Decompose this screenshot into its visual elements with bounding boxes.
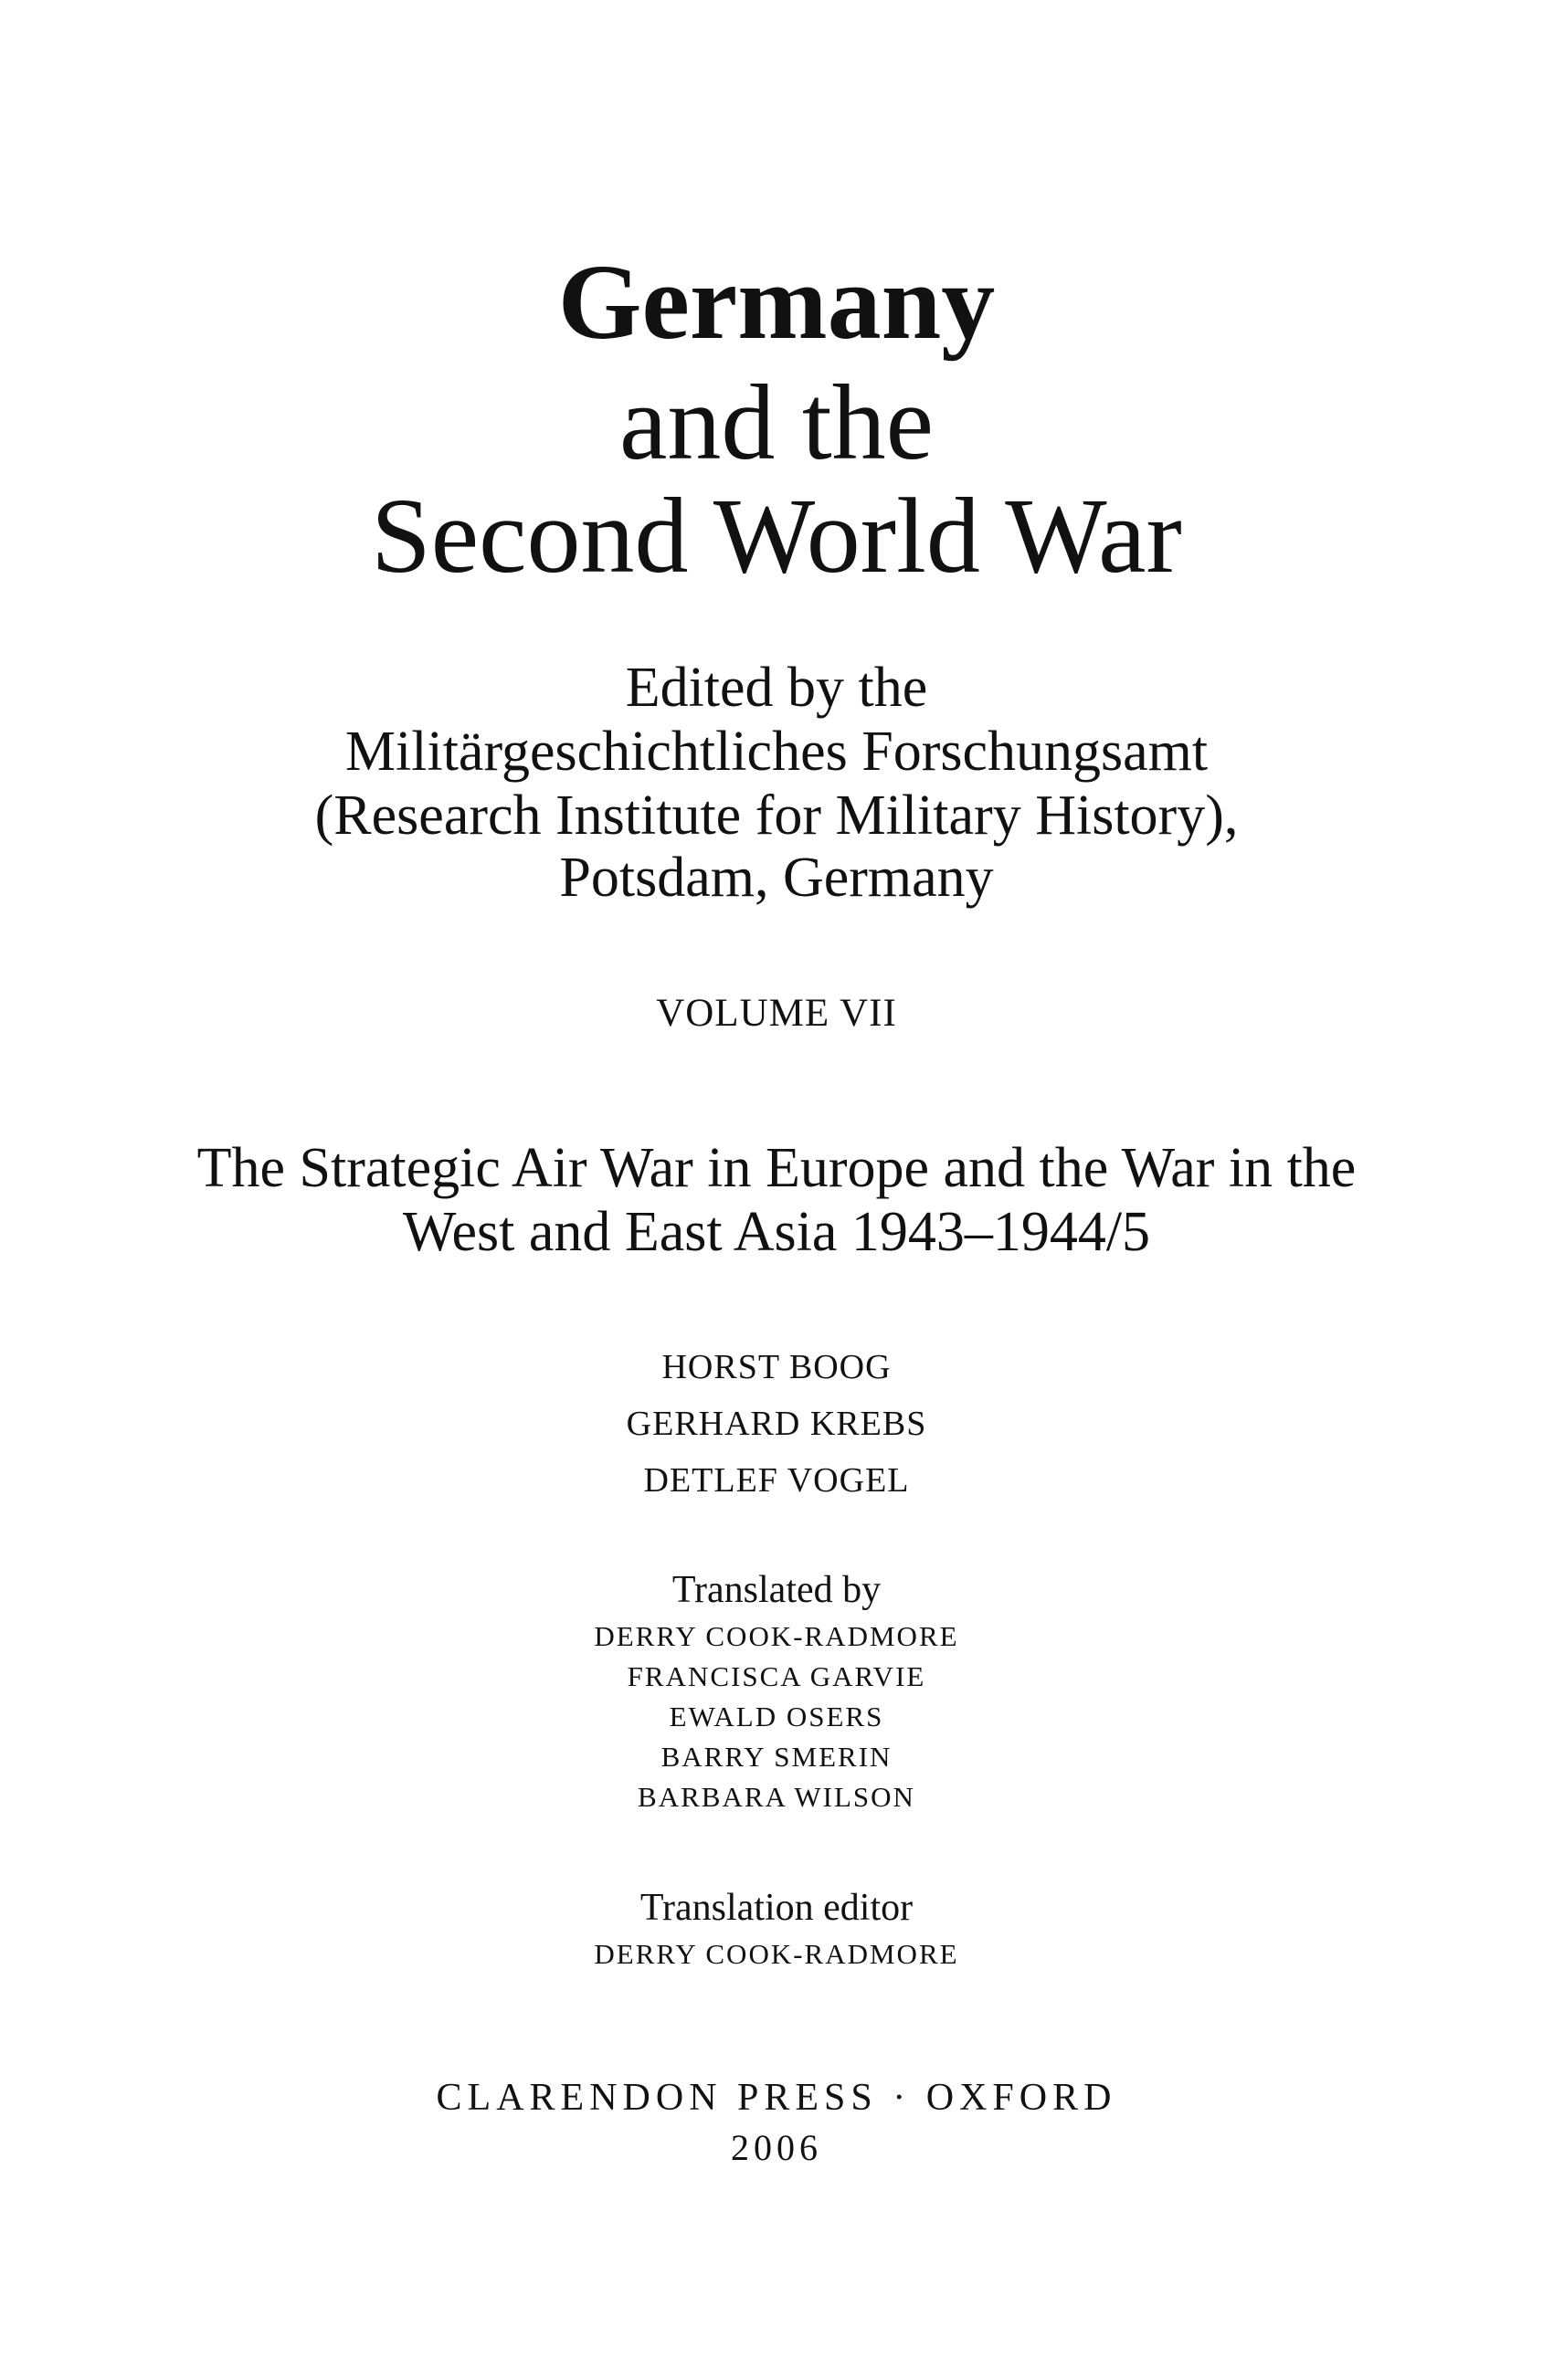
translation-editor-label: Translation editor [639,1887,914,1929]
editor-institution-english: (Research Institute for Military History), [314,785,1239,847]
editor-location: Potsdam, Germany [559,847,994,909]
translator-name: FRANCISCA GARVIE [627,1660,926,1692]
translator-name: BARRY SMERIN [660,1741,893,1773]
volume-subtitle-line-2: West and East Asia 1943–1944/5 [402,1201,1151,1263]
author-name: GERHARD KREBS [626,1405,927,1443]
translator-name: EWALD OSERS [669,1701,884,1732]
publication-year: 2006 [731,2127,822,2168]
translator-name: DERRY COOK-RADMORE [594,1620,959,1652]
publisher-name: CLARENDON PRESS · OXFORD [436,2077,1117,2119]
volume-subtitle-line-1: The Strategic Air War in Europe and the War in the [196,1137,1357,1199]
author-name: HORST BOOG [661,1348,892,1386]
translated-by-label: Translated by [671,1569,882,1611]
editor-institution: Militärgeschichtliches Forschungsamt [344,721,1209,783]
edited-by-line: Edited by the [625,657,928,719]
book-title-line-1: Germany [557,242,996,362]
volume-label: VOLUME VII [656,992,897,1035]
author-name: DETLEF VOGEL [643,1461,910,1500]
book-title-line-2: and the [618,363,935,482]
book-title-line-3: Second World War [371,476,1182,595]
translator-name: BARBARA WILSON [638,1781,915,1813]
translation-editor-name: DERRY COOK-RADMORE [594,1938,959,1970]
